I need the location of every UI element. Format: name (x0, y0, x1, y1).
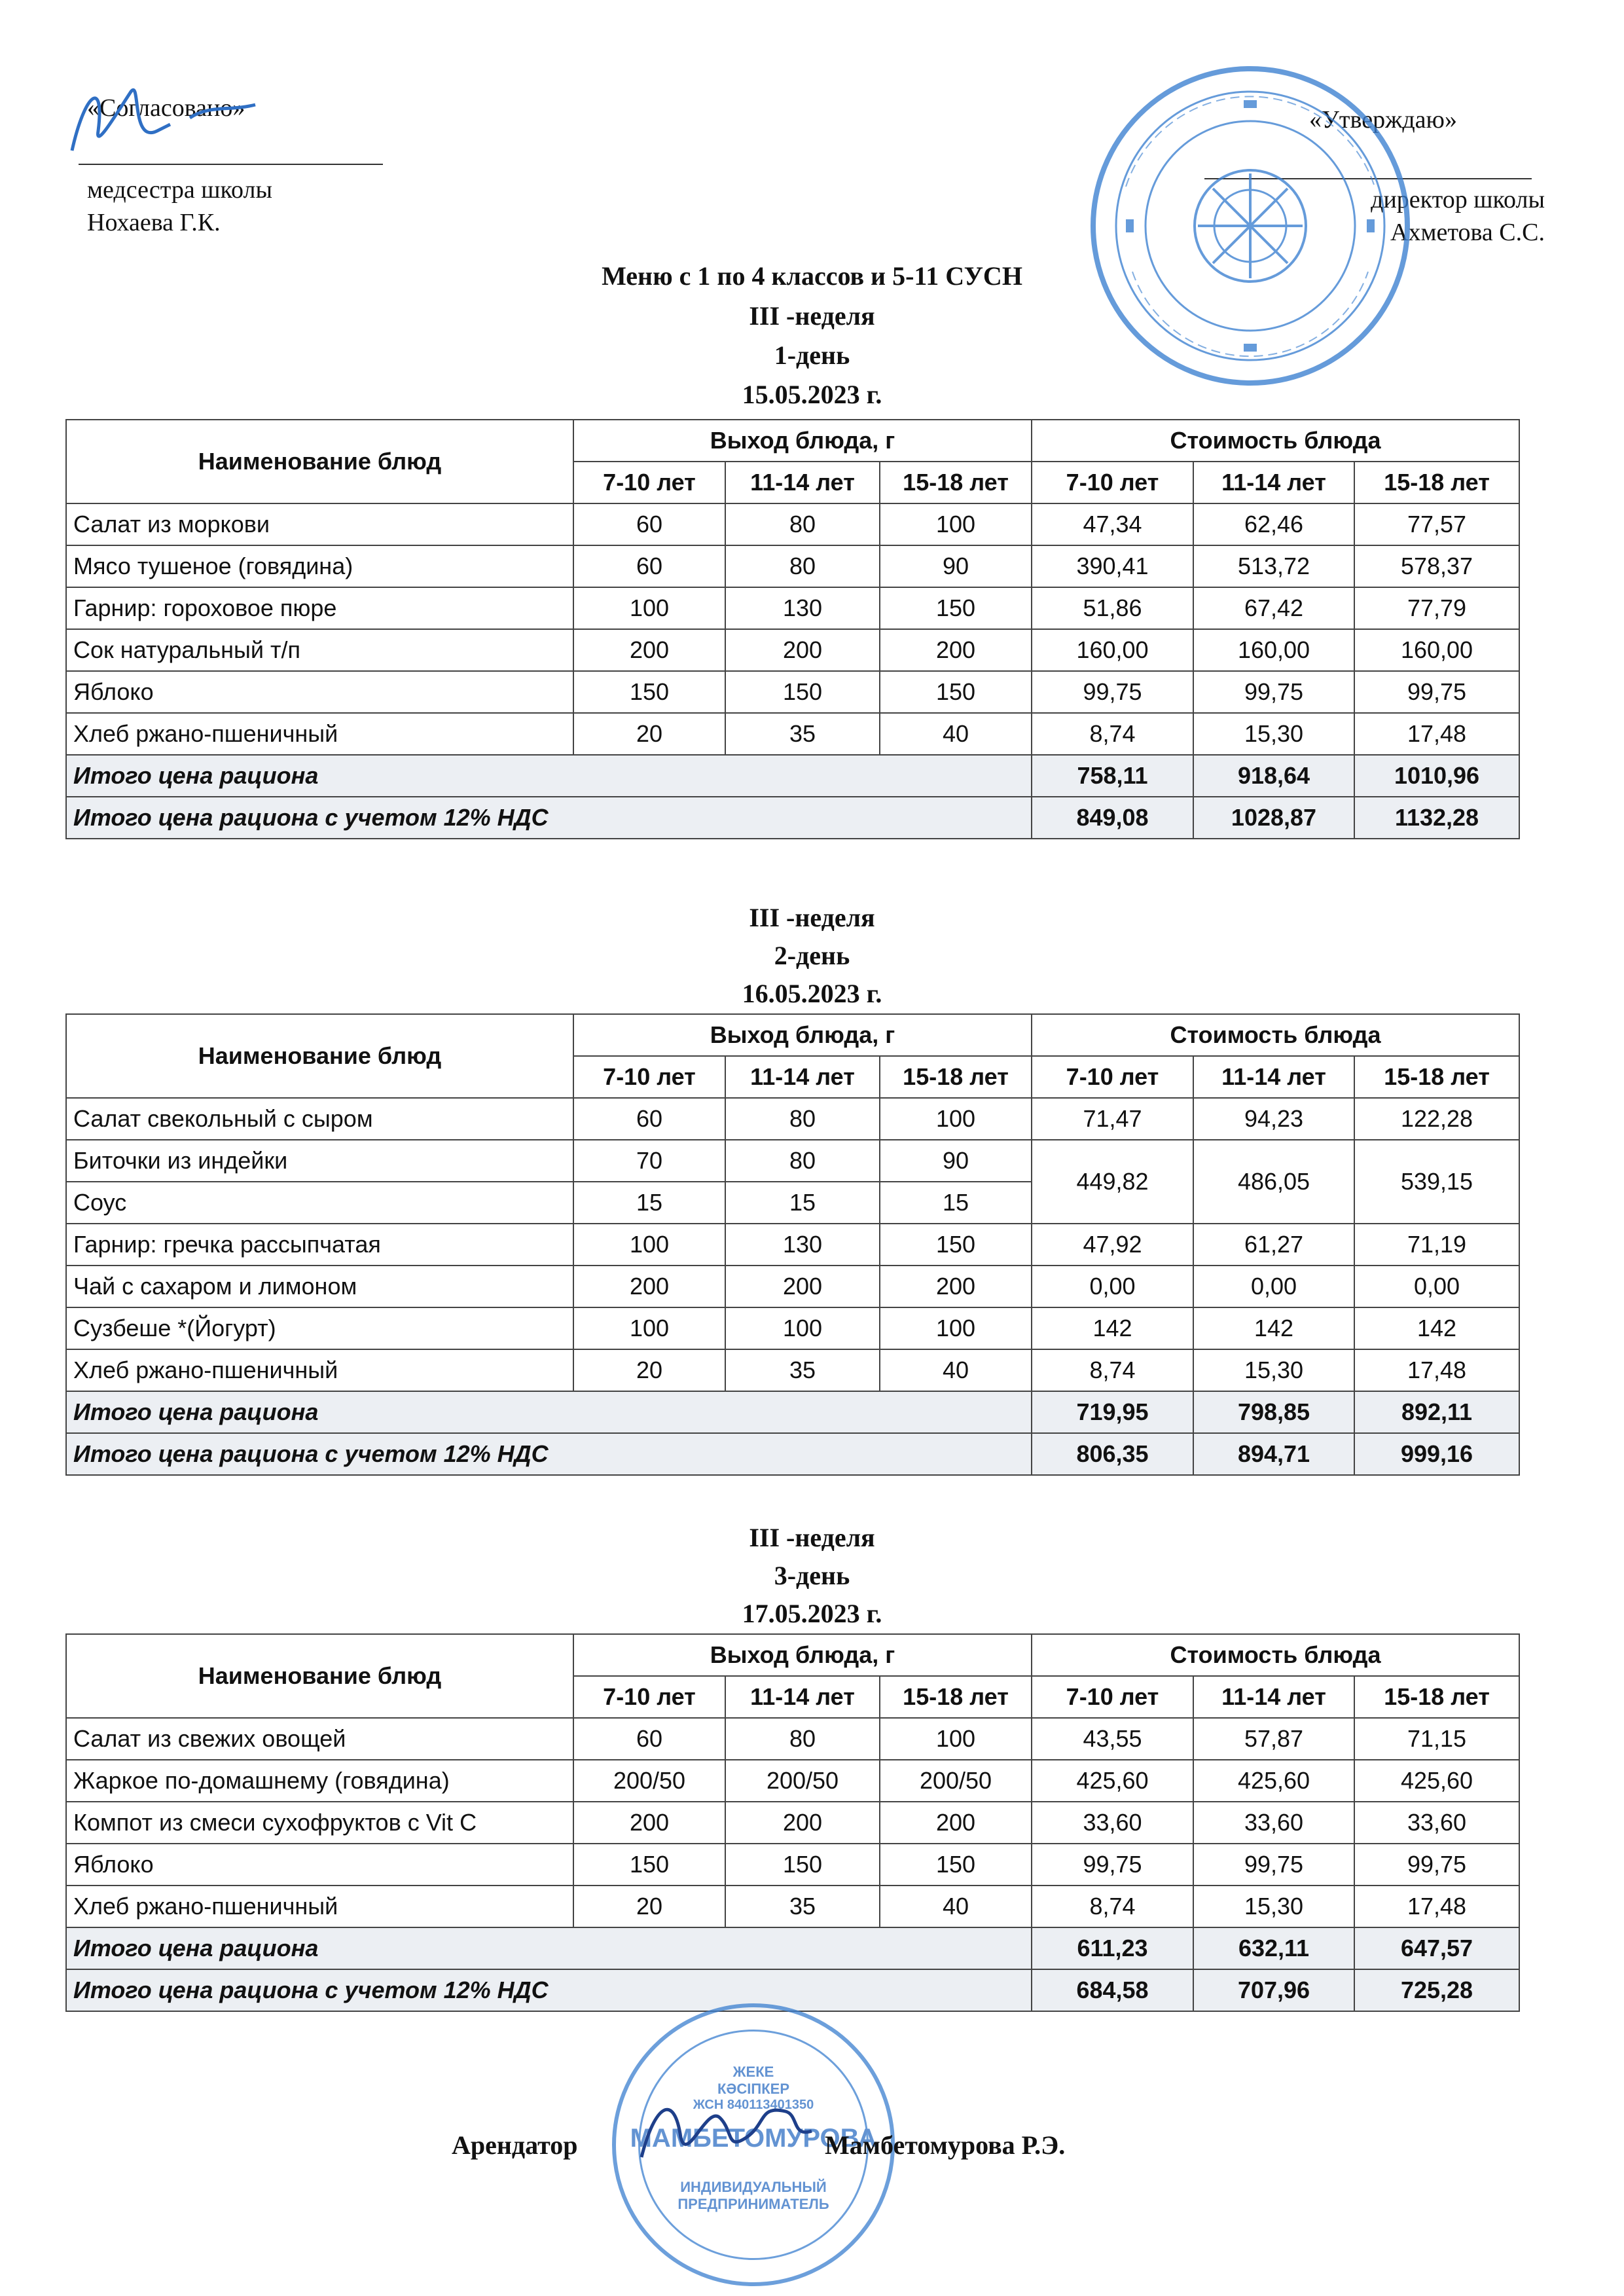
cost-cell: 67,42 (1193, 587, 1354, 629)
cost-cell: 47,92 (1032, 1224, 1193, 1266)
age-header: 11-14 лет (1193, 1056, 1354, 1098)
approval-left-label: «Согласовано» (87, 94, 245, 122)
table-row (66, 1886, 1519, 1927)
table-row (66, 629, 1519, 671)
dish-name: Яблоко (66, 671, 573, 713)
yield-cell: 200 (573, 629, 725, 671)
dish-name: Сок натуральный т/п (66, 629, 573, 671)
yield-cell: 40 (880, 713, 1032, 755)
yield-cell: 35 (725, 1349, 880, 1391)
table-row (66, 1760, 1519, 1802)
cost-cell: 578,37 (1354, 545, 1519, 587)
vat-total-row (66, 1969, 1519, 2011)
yield-cell: 80 (725, 1140, 880, 1182)
cost-cell: 99,75 (1354, 1844, 1519, 1886)
table-row (66, 1098, 1519, 1140)
day2-week: III -неделя (749, 903, 875, 932)
yield-cell: 200 (573, 1802, 725, 1844)
cost-header: Стоимость блюда (1032, 1014, 1519, 1056)
yield-cell: 80 (725, 545, 880, 587)
yield-cell: 200 (880, 629, 1032, 671)
cost-cell: 71,15 (1354, 1718, 1519, 1760)
total-cell: 647,57 (1354, 1927, 1519, 1969)
cost-cell: 99,75 (1032, 671, 1193, 713)
vat-total-cell: 684,58 (1032, 1969, 1193, 2011)
table-row (66, 1349, 1519, 1391)
cost-cell: 0,00 (1193, 1266, 1354, 1307)
yield-cell: 70 (573, 1140, 725, 1182)
table-row (66, 1802, 1519, 1844)
yield-cell: 60 (573, 1098, 725, 1140)
yield-cell: 60 (573, 1718, 725, 1760)
day1-date: 15.05.2023 г. (742, 380, 882, 409)
cost-cell: 8,74 (1032, 1349, 1193, 1391)
total-row (66, 755, 1519, 797)
cost-cell: 51,86 (1032, 587, 1193, 629)
cost-cell: 160,00 (1032, 629, 1193, 671)
dish-header: Наименование блюд (66, 1634, 573, 1718)
dish-name: Салат из моркови (66, 503, 573, 545)
approval-right-role: директор школы (1371, 186, 1545, 213)
age-header: 11-14 лет (725, 1056, 880, 1098)
yield-cell: 200/50 (725, 1760, 880, 1802)
table-row (66, 587, 1519, 629)
cost-cell: 15,30 (1193, 1349, 1354, 1391)
yield-cell: 20 (573, 1886, 725, 1927)
total-cell: 611,23 (1032, 1927, 1193, 1969)
yield-cell: 100 (573, 587, 725, 629)
cost-cell: 77,57 (1354, 503, 1519, 545)
vat-total-cell: 1132,28 (1354, 797, 1519, 839)
cost-cell: 539,15 (1354, 1140, 1519, 1224)
yield-cell: 100 (880, 1718, 1032, 1760)
total-cell: 892,11 (1354, 1391, 1519, 1433)
yield-cell: 60 (573, 545, 725, 587)
cost-header: Стоимость блюда (1032, 1634, 1519, 1676)
table-row (66, 713, 1519, 755)
approval-right-label: «Утверждаю» (1309, 106, 1457, 134)
vat-total-label: Итого цена рациона с учетом 12% НДС (66, 1969, 1032, 2011)
dish-name: Гарнир: гороховое пюре (66, 587, 573, 629)
vat-total-cell: 849,08 (1032, 797, 1193, 839)
yield-cell: 150 (573, 671, 725, 713)
table-row (66, 503, 1519, 545)
table-row (66, 1307, 1519, 1349)
cost-cell: 15,30 (1193, 713, 1354, 755)
total-row (66, 1927, 1519, 1969)
cost-cell: 77,79 (1354, 587, 1519, 629)
stamp-line: ИНДИВИДУАЛЬНЫЙ (680, 2179, 827, 2195)
yield-cell: 80 (725, 1098, 880, 1140)
age-header: 11-14 лет (725, 1676, 880, 1718)
age-header: 11-14 лет (1193, 1676, 1354, 1718)
yield-cell: 35 (725, 1886, 880, 1927)
cost-cell: 94,23 (1193, 1098, 1354, 1140)
yield-cell: 80 (725, 1718, 880, 1760)
table-row (66, 545, 1519, 587)
total-row (66, 1391, 1519, 1433)
vat-total-label: Итого цена рациона с учетом 12% НДС (66, 797, 1032, 839)
dish-header: Наименование блюд (66, 1014, 573, 1098)
dish-name: Жаркое по-домашнему (говядина) (66, 1760, 573, 1802)
yield-cell: 100 (880, 1098, 1032, 1140)
yield-header: Выход блюда, г (573, 1014, 1032, 1056)
table-row (66, 1140, 1519, 1182)
age-header: 11-14 лет (1193, 462, 1354, 503)
approval-right-person: Ахметова С.С. (1390, 219, 1545, 246)
cost-cell: 390,41 (1032, 545, 1193, 587)
yield-cell: 200/50 (880, 1760, 1032, 1802)
yield-cell: 130 (725, 587, 880, 629)
yield-cell: 200 (880, 1802, 1032, 1844)
yield-cell: 100 (880, 1307, 1032, 1349)
footer-signature (628, 2079, 825, 2170)
total-cell: 758,11 (1032, 755, 1193, 797)
dish-name: Салат свекольный с сыром (66, 1098, 573, 1140)
yield-cell: 200/50 (573, 1760, 725, 1802)
total-label: Итого цена рациона (66, 1391, 1032, 1433)
yield-cell: 150 (880, 587, 1032, 629)
cost-cell: 43,55 (1032, 1718, 1193, 1760)
cost-cell: 17,48 (1354, 713, 1519, 755)
dish-name: Биточки из индейки (66, 1140, 573, 1182)
dish-name: Хлеб ржано-пшеничный (66, 713, 573, 755)
cost-cell: 8,74 (1032, 713, 1193, 755)
yield-cell: 100 (725, 1307, 880, 1349)
yield-cell: 90 (880, 1140, 1032, 1182)
yield-cell: 35 (725, 713, 880, 755)
cost-header: Стоимость блюда (1032, 420, 1519, 462)
dish-name: Сузбеше *(Йогурт) (66, 1307, 573, 1349)
cost-cell: 142 (1354, 1307, 1519, 1349)
approval-left-person: Нохаева Г.К. (87, 209, 221, 236)
day2-day: 2-день (774, 941, 850, 970)
day1-day: 1-день (774, 340, 850, 370)
cost-cell: 142 (1032, 1307, 1193, 1349)
dish-name: Мясо тушеное (говядина) (66, 545, 573, 587)
age-header: 15-18 лет (1354, 1056, 1519, 1098)
stamp-line: КӘСІПКЕР (717, 2081, 789, 2097)
day1-menu-table (65, 419, 1520, 839)
approval-left-signature (59, 52, 268, 164)
yield-cell: 200 (725, 1802, 880, 1844)
vat-total-cell: 999,16 (1354, 1433, 1519, 1475)
cost-cell: 15,30 (1193, 1886, 1354, 1927)
yield-header: Выход блюда, г (573, 1634, 1032, 1676)
yield-cell: 100 (573, 1307, 725, 1349)
dish-name: Соус (66, 1182, 573, 1224)
vat-total-cell: 1028,87 (1193, 797, 1354, 839)
yield-cell: 40 (880, 1886, 1032, 1927)
age-header: 15-18 лет (880, 1676, 1032, 1718)
approval-left-signature-line (79, 164, 383, 165)
yield-cell: 60 (573, 503, 725, 545)
yield-cell: 200 (725, 1266, 880, 1307)
approval-left-details (87, 173, 427, 239)
yield-cell: 150 (573, 1844, 725, 1886)
cost-cell: 142 (1193, 1307, 1354, 1349)
age-header: 7-10 лет (1032, 1056, 1193, 1098)
total-cell: 1010,96 (1354, 755, 1519, 797)
cost-cell: 513,72 (1193, 545, 1354, 587)
cost-cell: 33,60 (1193, 1802, 1354, 1844)
yield-cell: 40 (880, 1349, 1032, 1391)
total-cell: 918,64 (1193, 755, 1354, 797)
table-row (66, 671, 1519, 713)
cost-cell: 71,47 (1032, 1098, 1193, 1140)
footer-role: Арендатор (452, 2130, 578, 2160)
total-cell: 632,11 (1193, 1927, 1354, 1969)
age-header: 15-18 лет (880, 1056, 1032, 1098)
yield-cell: 130 (725, 1224, 880, 1266)
stamp-line: ЖЕКЕ (732, 2064, 774, 2080)
dish-name: Компот из смеси сухофруктов с Vit C (66, 1802, 573, 1844)
yield-cell: 20 (573, 1349, 725, 1391)
day2-menu-table (65, 1013, 1520, 1476)
table-row (66, 1844, 1519, 1886)
yield-cell: 15 (573, 1182, 725, 1224)
total-label: Итого цена рациона (66, 1927, 1032, 1969)
cost-cell: 17,48 (1354, 1349, 1519, 1391)
age-header: 15-18 лет (880, 462, 1032, 503)
dish-name: Гарнир: гречка рассыпчатая (66, 1224, 573, 1266)
yield-cell: 200 (725, 629, 880, 671)
cost-cell: 486,05 (1193, 1140, 1354, 1224)
cost-cell: 425,60 (1354, 1760, 1519, 1802)
cost-cell: 62,46 (1193, 503, 1354, 545)
stamp-line: ПРЕДПРИНИМАТЕЛЬ (677, 2196, 829, 2212)
yield-cell: 150 (880, 671, 1032, 713)
cost-cell: 160,00 (1354, 629, 1519, 671)
cost-cell: 99,75 (1354, 671, 1519, 713)
dish-name: Чай с сахаром и лимоном (66, 1266, 573, 1307)
yield-cell: 20 (573, 713, 725, 755)
age-header: 15-18 лет (1354, 1676, 1519, 1718)
cost-cell: 47,34 (1032, 503, 1193, 545)
cost-cell: 449,82 (1032, 1140, 1193, 1224)
day3-date: 17.05.2023 г. (742, 1599, 882, 1628)
yield-cell: 150 (880, 1844, 1032, 1886)
yield-cell: 15 (725, 1182, 880, 1224)
cost-cell: 99,75 (1193, 671, 1354, 713)
stamp-line: МАМБЕТОМУРОВА (630, 2124, 877, 2153)
cost-cell: 160,00 (1193, 629, 1354, 671)
dish-name: Хлеб ржано-пшеничный (66, 1886, 573, 1927)
cost-cell: 122,28 (1354, 1098, 1519, 1140)
cost-cell: 33,60 (1354, 1802, 1519, 1844)
table-row (66, 1224, 1519, 1266)
cost-cell: 57,87 (1193, 1718, 1354, 1760)
cost-cell: 0,00 (1032, 1266, 1193, 1307)
cost-cell: 0,00 (1354, 1266, 1519, 1307)
cost-cell: 99,75 (1032, 1844, 1193, 1886)
age-header: 7-10 лет (573, 1056, 725, 1098)
age-header: 15-18 лет (1354, 462, 1519, 503)
age-header: 7-10 лет (1032, 462, 1193, 503)
yield-cell: 100 (573, 1224, 725, 1266)
dish-header: Наименование блюд (66, 420, 573, 503)
dish-name: Яблоко (66, 1844, 573, 1886)
age-header: 11-14 лет (725, 462, 880, 503)
yield-cell: 150 (725, 1844, 880, 1886)
cost-cell: 425,60 (1032, 1760, 1193, 1802)
yield-cell: 15 (880, 1182, 1032, 1224)
yield-header: Выход блюда, г (573, 420, 1032, 462)
dish-name: Хлеб ржано-пшеничный (66, 1349, 573, 1391)
vat-total-row (66, 1433, 1519, 1475)
cost-cell: 61,27 (1193, 1224, 1354, 1266)
day3-day: 3-день (774, 1561, 850, 1590)
vat-total-cell: 725,28 (1354, 1969, 1519, 2011)
age-header: 7-10 лет (573, 1676, 725, 1718)
day2-date: 16.05.2023 г. (742, 979, 882, 1008)
total-cell: 798,85 (1193, 1391, 1354, 1433)
cost-cell: 425,60 (1193, 1760, 1354, 1802)
total-label: Итого цена рациона (66, 755, 1032, 797)
table-row (66, 1266, 1519, 1307)
yield-cell: 200 (573, 1266, 725, 1307)
vat-total-label: Итого цена рациона с учетом 12% НДС (66, 1433, 1032, 1475)
cost-cell: 8,74 (1032, 1886, 1193, 1927)
cost-cell: 33,60 (1032, 1802, 1193, 1844)
day3-week: III -неделя (749, 1523, 875, 1552)
dish-name: Салат из свежих овощей (66, 1718, 573, 1760)
yield-cell: 90 (880, 545, 1032, 587)
total-cell: 719,95 (1032, 1391, 1193, 1433)
approval-left-role: медсестра школы (87, 176, 272, 204)
vat-total-row (66, 797, 1519, 839)
age-header: 7-10 лет (573, 462, 725, 503)
yield-cell: 80 (725, 503, 880, 545)
age-header: 7-10 лет (1032, 1676, 1193, 1718)
day1-week: III -неделя (749, 301, 875, 331)
day3-menu-table (65, 1633, 1520, 2012)
cost-cell: 99,75 (1193, 1844, 1354, 1886)
vat-total-cell: 894,71 (1193, 1433, 1354, 1475)
yield-cell: 150 (725, 671, 880, 713)
cost-cell: 17,48 (1354, 1886, 1519, 1927)
footer-person: Мамбетомурова Р.Э. (825, 2130, 1066, 2160)
cost-cell: 71,19 (1354, 1224, 1519, 1266)
yield-cell: 200 (880, 1266, 1032, 1307)
doc-title: Меню с 1 по 4 классов и 5-11 СУСН (602, 261, 1022, 291)
table-row (66, 1718, 1519, 1760)
yield-cell: 150 (880, 1224, 1032, 1266)
stamp-line: ЖСН 840113401350 (693, 2098, 814, 2112)
yield-cell: 100 (880, 503, 1032, 545)
vat-total-cell: 707,96 (1193, 1969, 1354, 2011)
vat-total-cell: 806,35 (1032, 1433, 1193, 1475)
